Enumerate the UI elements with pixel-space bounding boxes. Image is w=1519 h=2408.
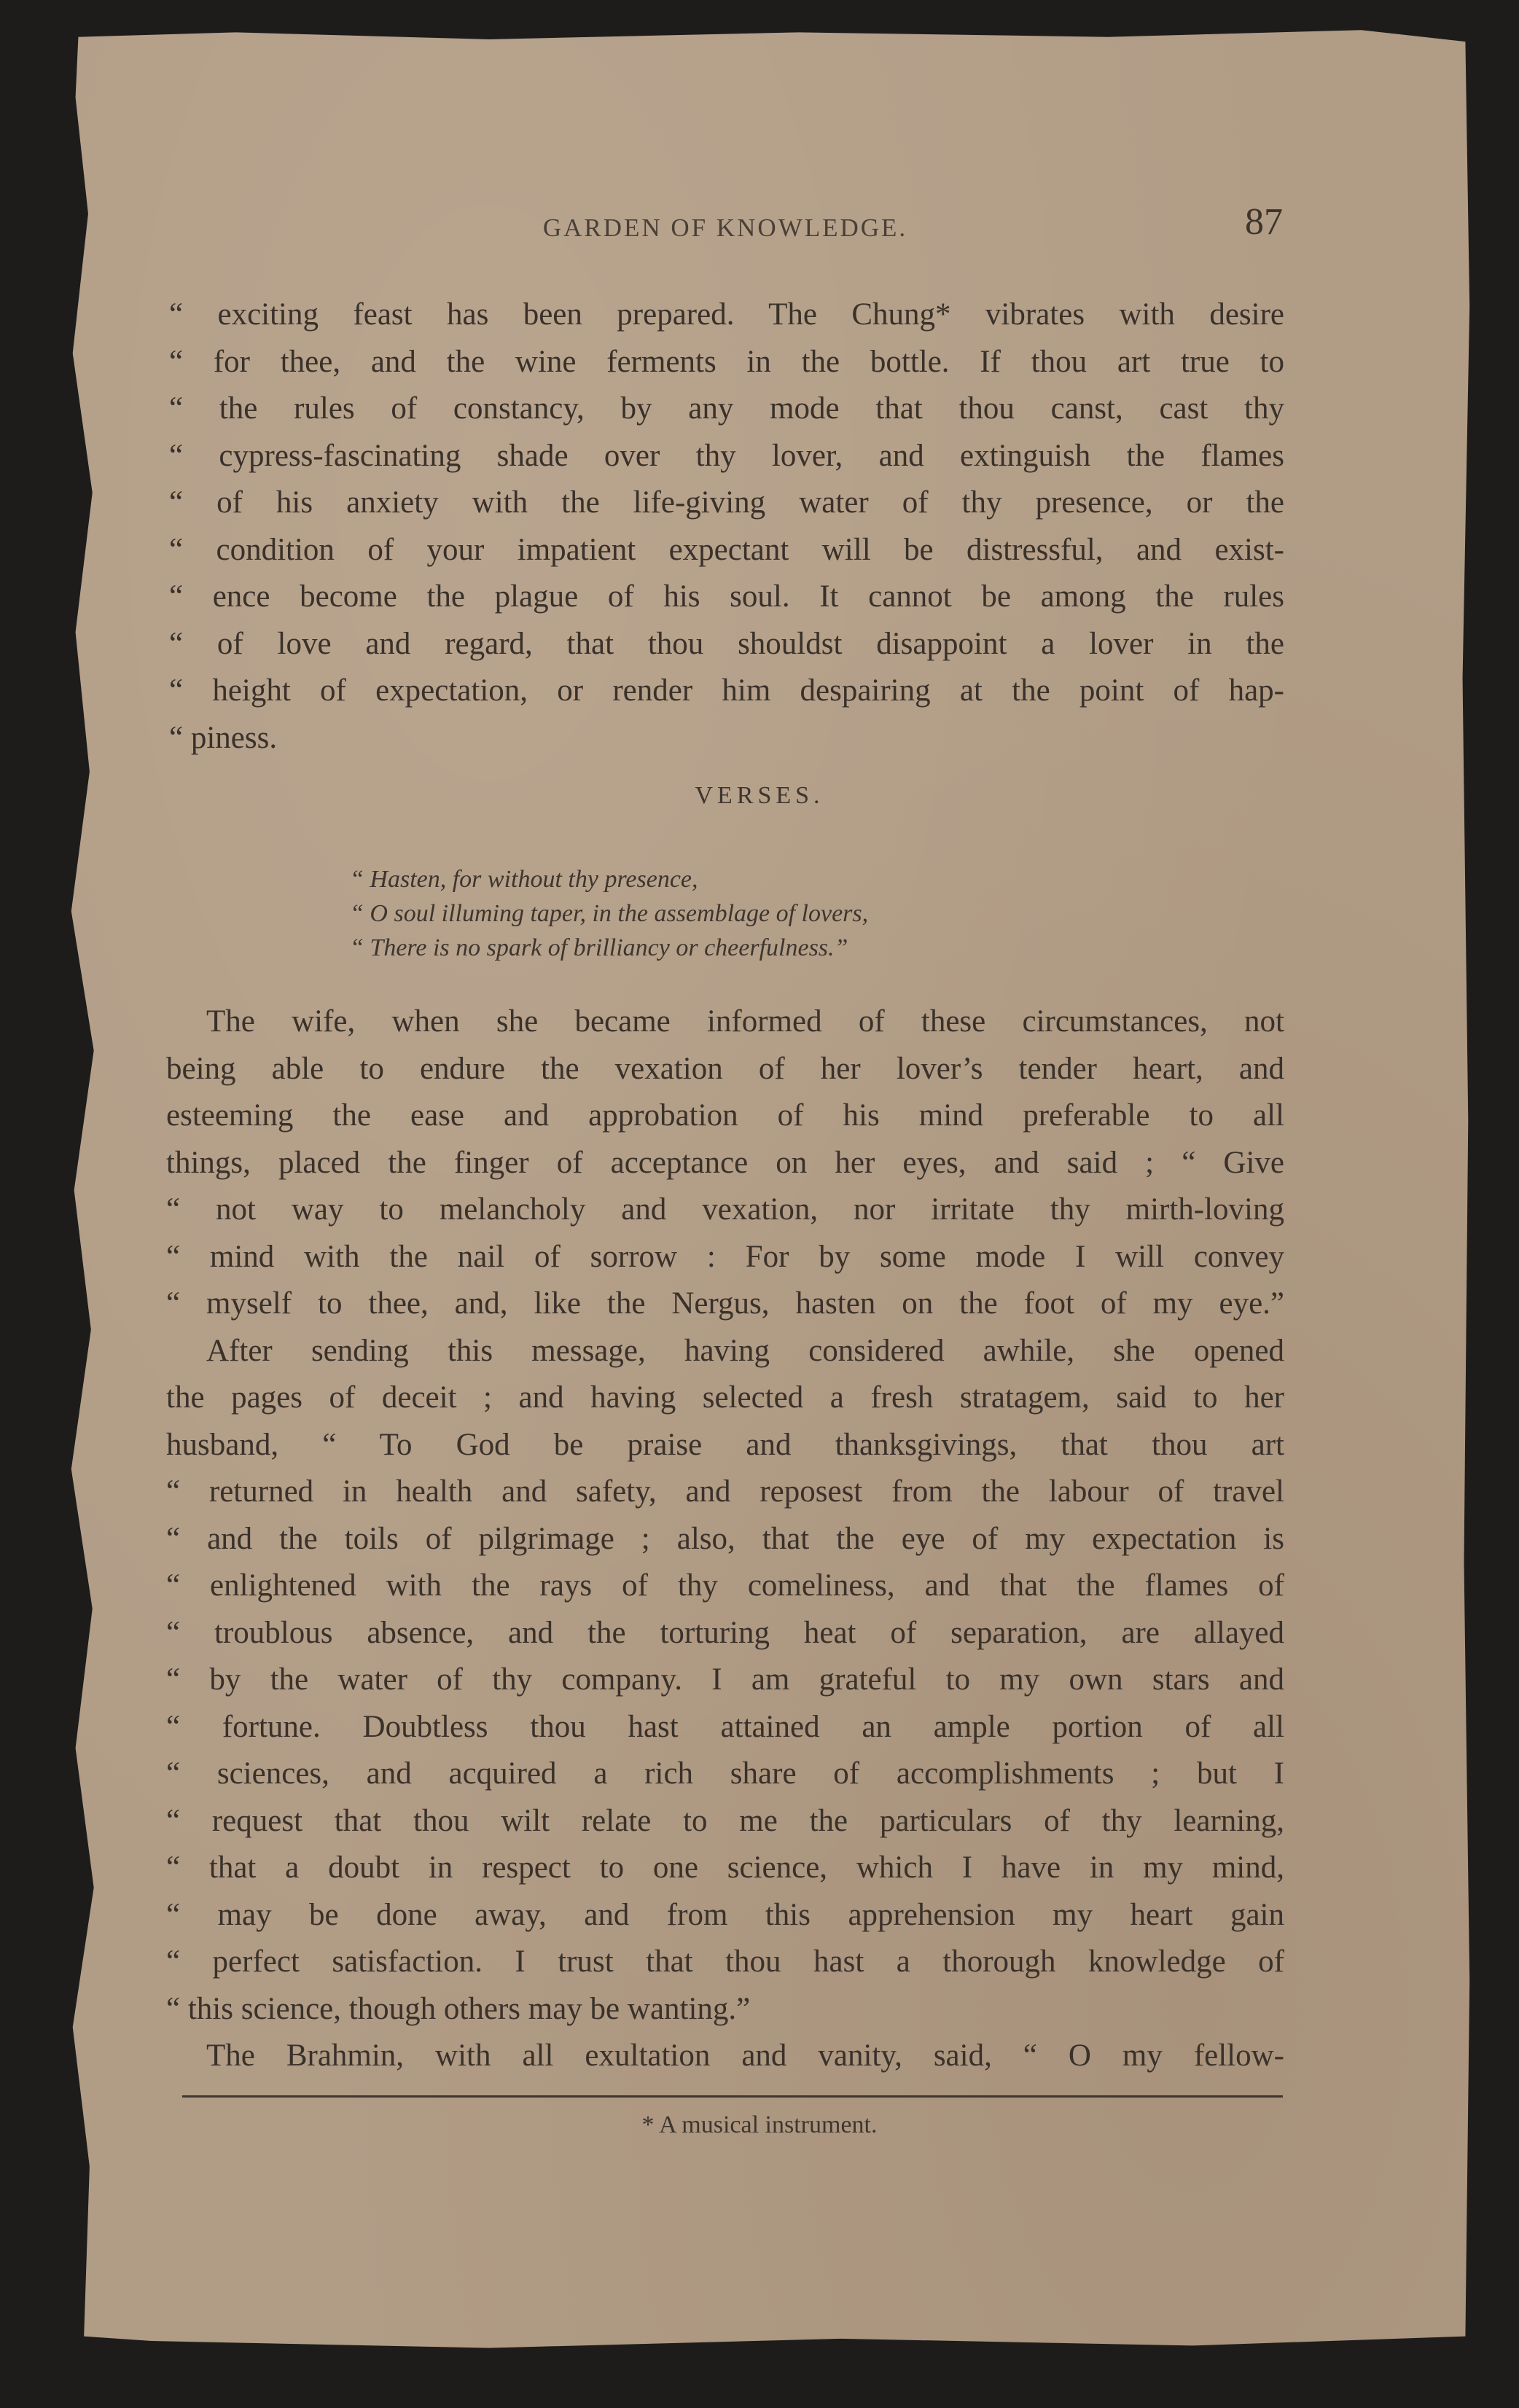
text-line: “ ence become the plague of his soul. It cannot be among the rules	[169, 579, 1284, 614]
text-line: “ piness.	[169, 720, 278, 755]
footnote-rule	[182, 2095, 1283, 2098]
text-line: “ of his anxiety with the life-giving water of thy presence, or the	[169, 485, 1284, 520]
text-line: being able to endure the vexation of her lover’s tender heart, and	[166, 1051, 1284, 1086]
text-line: “ not way to melancholy and vexation, nor irritate thy mirth-loving	[166, 1192, 1284, 1227]
verse-line: “ O soul illuming taper, in the assemblage of lovers,	[350, 900, 869, 927]
text-line: The wife, when she became informed of these circumstances, not	[206, 1004, 1284, 1039]
text-line: “ the rules of constancy, by any mode that thou canst, cast thy	[169, 391, 1284, 426]
text-line: “ and the toils of pilgrimage ; also, that the eye of my expectation is	[166, 1521, 1284, 1556]
text-line: “ enlightened with the rays of thy comeliness, and that the flames of	[166, 1568, 1284, 1603]
text-line: “ condition of your impatient expectant will be distressful, and exist-	[169, 532, 1284, 567]
text-line: “ cypress-fascinating shade over thy lover, and extinguish the flames	[169, 438, 1284, 473]
text-line: “ may be done away, and from this apprehension my heart gain	[166, 1897, 1284, 1932]
text-line: “ exciting feast has been prepared. The Chung* vibrates with desire	[169, 297, 1284, 332]
text-line: “ troublous absence, and the torturing heat of separation, are allayed	[166, 1615, 1284, 1650]
text-line: “ fortune. Doubtless thou hast attained an ample portion of all	[166, 1709, 1284, 1744]
running-title: GARDEN OF KNOWLEDGE.	[542, 214, 908, 242]
text-line: “ request that thou wilt relate to me the particulars of thy learning,	[166, 1803, 1284, 1838]
paragraph-wife-and-brahmin	[166, 998, 1284, 2080]
text-line: things, placed the finger of acceptance on her eyes, and said ; “ Give	[166, 1145, 1284, 1180]
text-line: After sending this message, having considered awhile, she opened	[206, 1333, 1284, 1368]
text-line: “ height of expectation, or render him despairing at the point of hap-	[169, 673, 1284, 708]
text-line: “ that a doubt in respect to one science, which I have in my mind,	[166, 1850, 1284, 1885]
verse-line: “ Hasten, for without thy presence,	[350, 866, 698, 893]
text-line: “ returned in health and safety, and reposest from the labour of travel	[166, 1474, 1284, 1509]
verses-heading: VERSES.	[695, 782, 824, 809]
verse-line: “ There is no spark of brilliancy or cheerfulness.”	[350, 934, 848, 961]
text-line: the pages of deceit ; and having selected a fresh stratagem, said to her	[166, 1380, 1284, 1415]
page-header	[168, 200, 1283, 251]
text-line: “ perfect satisfaction. I trust that thou hast a thorough knowledge of	[166, 1944, 1284, 1979]
paragraph-letter-continued	[166, 292, 1284, 762]
text-line: husband, “ To God be praise and thanksgivings, that thou art	[166, 1427, 1284, 1462]
text-line: “ mind with the nail of sorrow : For by some mode I will convey	[166, 1239, 1284, 1274]
text-line: The Brahmin, with all exultation and vanity, said, “ O my fellow-	[206, 2038, 1284, 2073]
text-line: “ of love and regard, that thou shouldst disappoint a lover in the	[169, 626, 1284, 661]
text-line: “ myself to thee, and, like the Nergus, hasten on the foot of my eye.”	[166, 1286, 1284, 1321]
text-line: “ by the water of thy company. I am grateful to my own stars and	[166, 1662, 1284, 1697]
page-number: 87	[1245, 201, 1283, 243]
text-line: “ sciences, and acquired a rich share of accomplishments ; but I	[166, 1756, 1284, 1791]
text-line: “ for thee, and the wine ferments in the bottle. If thou art true to	[169, 344, 1284, 379]
footnote: * A musical instrument.	[641, 2111, 878, 2138]
text-line: “ this science, though others may be wanting.”	[166, 1991, 751, 2026]
text-line: esteeming the ease and approbation of his mind preferable to all	[166, 1098, 1284, 1133]
